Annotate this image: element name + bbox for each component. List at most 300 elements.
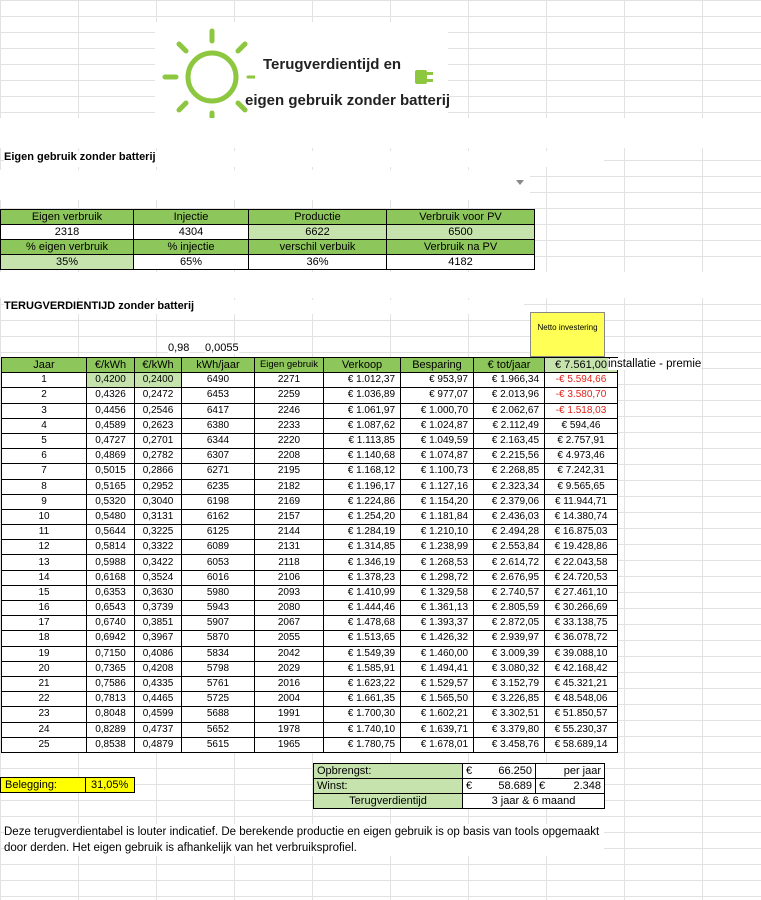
table-cell[interactable]: 0,3967 bbox=[135, 631, 182, 646]
table-cell[interactable]: 5725 bbox=[182, 692, 255, 707]
table-cell[interactable]: € 14.380,74 bbox=[545, 509, 618, 524]
table-cell[interactable]: 2067 bbox=[255, 616, 324, 631]
table-cell[interactable]: € 1.168,12 bbox=[324, 464, 401, 479]
table-cell[interactable]: 2029 bbox=[255, 661, 324, 676]
table-cell[interactable]: 0,8048 bbox=[87, 707, 135, 722]
table-cell[interactable]: 6307 bbox=[182, 449, 255, 464]
table-cell[interactable]: € 2.614,72 bbox=[474, 555, 545, 570]
table-cell[interactable]: 0,2546 bbox=[135, 403, 182, 418]
table-cell[interactable]: 0,4208 bbox=[135, 661, 182, 676]
table-cell[interactable]: 2042 bbox=[255, 646, 324, 661]
table-cell[interactable]: 2233 bbox=[255, 418, 324, 433]
table-cell[interactable]: 0,4599 bbox=[135, 707, 182, 722]
table-cell[interactable]: -€ 1.518,03 bbox=[545, 403, 618, 418]
table-cell[interactable]: 12 bbox=[2, 540, 87, 555]
table-cell[interactable]: 2016 bbox=[255, 676, 324, 691]
table-cell[interactable]: 2259 bbox=[255, 388, 324, 403]
table-cell[interactable]: 6271 bbox=[182, 464, 255, 479]
table-cell[interactable]: 0,3524 bbox=[135, 570, 182, 585]
table-cell[interactable]: € 3.458,76 bbox=[474, 737, 545, 752]
table-cell[interactable]: 0,5165 bbox=[87, 479, 135, 494]
table-row bbox=[2, 373, 618, 388]
table-cell[interactable]: € 1.210,10 bbox=[401, 525, 474, 540]
table-cell[interactable]: € 2.062,67 bbox=[474, 403, 545, 418]
table-cell[interactable]: € 36.078,72 bbox=[545, 631, 618, 646]
table-cell[interactable]: 2220 bbox=[255, 433, 324, 448]
table-cell[interactable]: € 1.061,97 bbox=[324, 403, 401, 418]
col-kwh-jaar: kWh/jaar bbox=[182, 358, 255, 373]
table-row bbox=[2, 616, 618, 631]
table-cell[interactable]: 0,6353 bbox=[87, 585, 135, 600]
winst-currency: € bbox=[463, 779, 480, 794]
table-cell[interactable]: 0,5644 bbox=[87, 525, 135, 540]
table-cell[interactable]: 2157 bbox=[255, 509, 324, 524]
header-pct-injectie: % injectie bbox=[134, 240, 249, 255]
payback-table bbox=[1, 357, 618, 753]
table-cell[interactable]: € 1.529,57 bbox=[401, 676, 474, 691]
table-cell[interactable]: € 55.230,37 bbox=[545, 722, 618, 737]
table-cell[interactable]: 5 bbox=[2, 433, 87, 448]
table-cell[interactable]: € 1.284,19 bbox=[324, 525, 401, 540]
table-row bbox=[2, 707, 618, 722]
table-cell[interactable]: € 1.678,01 bbox=[401, 737, 474, 752]
table-row bbox=[2, 555, 618, 570]
belegging-cell[interactable] bbox=[0, 777, 135, 793]
value-pct-eigen-verbruik[interactable]: 35% bbox=[1, 255, 134, 270]
winst-value-2: 2.348 bbox=[573, 780, 601, 792]
table-row bbox=[2, 418, 618, 433]
table-row bbox=[2, 631, 618, 646]
value-verbruik-na-pv[interactable]: 4182 bbox=[387, 255, 535, 270]
table-cell[interactable]: € 2.112,49 bbox=[474, 418, 545, 433]
table-cell[interactable]: 0,3131 bbox=[135, 509, 182, 524]
table-cell[interactable]: € 19.428,86 bbox=[545, 540, 618, 555]
table-cell[interactable]: € 2.163,45 bbox=[474, 433, 545, 448]
table-row bbox=[2, 737, 618, 752]
table-cell[interactable]: 6453 bbox=[182, 388, 255, 403]
table-cell[interactable]: 2004 bbox=[255, 692, 324, 707]
table-cell[interactable]: 0,4086 bbox=[135, 646, 182, 661]
table-cell[interactable]: € 3.152,79 bbox=[474, 676, 545, 691]
table-cell[interactable]: 6417 bbox=[182, 403, 255, 418]
table-row bbox=[2, 479, 618, 494]
table-cell[interactable]: € 30.266,69 bbox=[545, 601, 618, 616]
table-cell[interactable]: 25 bbox=[2, 737, 87, 752]
table-cell[interactable]: 3 bbox=[2, 403, 87, 418]
table-cell[interactable]: 8 bbox=[2, 479, 87, 494]
table-cell[interactable]: € 1.254,20 bbox=[324, 509, 401, 524]
table-cell[interactable]: 6053 bbox=[182, 555, 255, 570]
table-row bbox=[2, 494, 618, 509]
table-cell[interactable]: € 3.302,51 bbox=[474, 707, 545, 722]
table-row bbox=[2, 388, 618, 403]
table-cell[interactable]: € 1.196,17 bbox=[324, 479, 401, 494]
header-verbruik-na-pv: Verbruik na PV bbox=[387, 240, 535, 255]
table-cell[interactable]: 0,7813 bbox=[87, 692, 135, 707]
table-cell[interactable]: 5907 bbox=[182, 616, 255, 631]
table-cell[interactable]: 2131 bbox=[255, 540, 324, 555]
table-cell[interactable]: € 2.939,97 bbox=[474, 631, 545, 646]
table-cell[interactable]: -€ 3.580,70 bbox=[545, 388, 618, 403]
table-cell[interactable]: € 1.639,71 bbox=[401, 722, 474, 737]
table-cell[interactable]: € 1.074,87 bbox=[401, 449, 474, 464]
table-cell[interactable]: 0,5320 bbox=[87, 494, 135, 509]
table-cell[interactable]: € 58.689,14 bbox=[545, 737, 618, 752]
table-cell[interactable]: 2106 bbox=[255, 570, 324, 585]
table-cell[interactable]: 2169 bbox=[255, 494, 324, 509]
table-cell[interactable]: € 1.268,53 bbox=[401, 555, 474, 570]
chevron-down-icon[interactable] bbox=[516, 180, 524, 185]
results-table bbox=[313, 763, 605, 809]
param-1[interactable]: 0,98 bbox=[168, 342, 190, 354]
table-cell[interactable]: € 22.043,58 bbox=[545, 555, 618, 570]
table-cell[interactable]: € 1.298,72 bbox=[401, 570, 474, 585]
table-cell[interactable]: € 594,46 bbox=[545, 418, 618, 433]
table-cell[interactable]: € 3.080,32 bbox=[474, 661, 545, 676]
table-cell[interactable]: 2080 bbox=[255, 601, 324, 616]
table-cell[interactable]: 5761 bbox=[182, 676, 255, 691]
table-row bbox=[2, 540, 618, 555]
table-cell[interactable]: 0,6740 bbox=[87, 616, 135, 631]
table-cell[interactable]: 16 bbox=[2, 601, 87, 616]
table-cell[interactable]: € 1.966,34 bbox=[474, 373, 545, 388]
table-cell[interactable]: 2246 bbox=[255, 403, 324, 418]
table-cell[interactable]: 14 bbox=[2, 570, 87, 585]
table-header-row bbox=[2, 358, 618, 373]
table-cell[interactable]: € 1.049,59 bbox=[401, 433, 474, 448]
value-productie[interactable]: 6622 bbox=[249, 225, 387, 240]
table-cell[interactable]: 0,3851 bbox=[135, 616, 182, 631]
table-cell[interactable]: 18 bbox=[2, 631, 87, 646]
table-cell[interactable]: € 1.426,32 bbox=[401, 631, 474, 646]
opbrengst-unit: per jaar bbox=[536, 764, 605, 779]
table-cell[interactable]: 0,2701 bbox=[135, 433, 182, 448]
value-eigen-verbruik[interactable]: 2318 bbox=[1, 225, 134, 240]
table-row bbox=[2, 585, 618, 600]
table-cell[interactable]: 6344 bbox=[182, 433, 255, 448]
table-cell[interactable]: 0,2400 bbox=[135, 373, 182, 388]
terugverdientijd-label: Terugverdientijd bbox=[314, 794, 463, 809]
value-verbruik-voor-pv[interactable]: 6500 bbox=[387, 225, 535, 240]
table-cell[interactable]: 0,4869 bbox=[87, 449, 135, 464]
table-cell[interactable]: € 7.242,31 bbox=[545, 464, 618, 479]
table-cell[interactable]: € 1.460,00 bbox=[401, 646, 474, 661]
table-cell[interactable]: 6 bbox=[2, 449, 87, 464]
table-cell[interactable]: 0,2866 bbox=[135, 464, 182, 479]
table-cell[interactable]: 0,3630 bbox=[135, 585, 182, 600]
table-cell[interactable]: € 9.565,65 bbox=[545, 479, 618, 494]
table-cell[interactable]: € 2.494,28 bbox=[474, 525, 545, 540]
table-cell[interactable]: € 2.215,56 bbox=[474, 449, 545, 464]
table-cell[interactable]: 24 bbox=[2, 722, 87, 737]
table-cell[interactable]: € 51.850,57 bbox=[545, 707, 618, 722]
table-row bbox=[2, 722, 618, 737]
table-cell[interactable]: 2271 bbox=[255, 373, 324, 388]
table-cell[interactable]: 0,4727 bbox=[87, 433, 135, 448]
header-eigen-verbruik: Eigen verbruik bbox=[1, 210, 134, 225]
opbrengst-currency: € bbox=[463, 764, 480, 779]
table-cell[interactable]: 0,4465 bbox=[135, 692, 182, 707]
col-eigen-gebruik: Eigen gebruik bbox=[255, 358, 324, 373]
table-cell[interactable]: 0,3739 bbox=[135, 601, 182, 616]
table-cell[interactable]: € 16.875,03 bbox=[545, 525, 618, 540]
table-cell[interactable]: 0,4737 bbox=[135, 722, 182, 737]
table-cell[interactable]: € 2.553,84 bbox=[474, 540, 545, 555]
table-cell[interactable]: 6016 bbox=[182, 570, 255, 585]
header-productie: Productie bbox=[249, 210, 387, 225]
table-cell[interactable]: 0,4200 bbox=[87, 373, 135, 388]
table-cell[interactable]: 5652 bbox=[182, 722, 255, 737]
table-cell[interactable]: € 1.329,58 bbox=[401, 585, 474, 600]
winst-value[interactable]: 58.689 bbox=[479, 779, 536, 794]
table-cell[interactable]: € 27.461,10 bbox=[545, 585, 618, 600]
table-cell[interactable]: 5943 bbox=[182, 601, 255, 616]
table-cell[interactable]: 0,3225 bbox=[135, 525, 182, 540]
table-cell[interactable]: 6125 bbox=[182, 525, 255, 540]
table-cell[interactable]: € 3.226,85 bbox=[474, 692, 545, 707]
table-cell[interactable]: € 3.379,80 bbox=[474, 722, 545, 737]
table-cell[interactable]: € 33.138,75 bbox=[545, 616, 618, 631]
table-cell[interactable]: € 1.100,73 bbox=[401, 464, 474, 479]
table-cell[interactable]: 11 bbox=[2, 525, 87, 540]
col-jaar: Jaar bbox=[2, 358, 87, 373]
table-cell[interactable]: 1 bbox=[2, 373, 87, 388]
table-cell[interactable]: 6198 bbox=[182, 494, 255, 509]
terugverdientijd-value[interactable]: 3 jaar & 6 maand bbox=[463, 794, 605, 809]
table-cell[interactable]: 6162 bbox=[182, 509, 255, 524]
netto-investering-cell[interactable]: Netto investering bbox=[530, 312, 605, 357]
table-cell[interactable]: 2055 bbox=[255, 631, 324, 646]
table-cell[interactable]: 10 bbox=[2, 509, 87, 524]
table-row bbox=[2, 646, 618, 661]
header-pct-eigen-verbruik: % eigen verbruik bbox=[1, 240, 134, 255]
belegging-label: Belegging: bbox=[5, 779, 57, 791]
table-cell[interactable]: -€ 5.594,66 bbox=[545, 373, 618, 388]
logo-title-line1: Terugverdientijd en bbox=[263, 56, 402, 73]
table-cell[interactable]: € 42.168,42 bbox=[545, 661, 618, 676]
table-cell[interactable]: € 2.323,34 bbox=[474, 479, 545, 494]
table-cell[interactable]: 4 bbox=[2, 418, 87, 433]
table-cell[interactable]: € 39.088,10 bbox=[545, 646, 618, 661]
table-cell[interactable]: 0,3040 bbox=[135, 494, 182, 509]
table-cell[interactable]: € 1.661,35 bbox=[324, 692, 401, 707]
table-row bbox=[2, 433, 618, 448]
header-verbruik-voor-pv: Verbruik voor PV bbox=[387, 210, 535, 225]
table-cell[interactable]: 0,5988 bbox=[87, 555, 135, 570]
table-cell[interactable]: 6089 bbox=[182, 540, 255, 555]
table-cell[interactable]: 2 bbox=[2, 388, 87, 403]
table-cell[interactable]: 2195 bbox=[255, 464, 324, 479]
table-cell[interactable]: € 1.181,84 bbox=[401, 509, 474, 524]
table-cell[interactable]: 0,4326 bbox=[87, 388, 135, 403]
table-cell[interactable]: 1978 bbox=[255, 722, 324, 737]
table-cell[interactable]: € 1.012,37 bbox=[324, 373, 401, 388]
table-cell[interactable]: 6490 bbox=[182, 373, 255, 388]
table-cell[interactable]: 23 bbox=[2, 707, 87, 722]
table-cell[interactable]: € 4.973,46 bbox=[545, 449, 618, 464]
table-cell[interactable]: 0,4589 bbox=[87, 418, 135, 433]
table-row bbox=[2, 403, 618, 418]
table-cell[interactable]: 5798 bbox=[182, 661, 255, 676]
table-cell[interactable]: € 1.700,30 bbox=[324, 707, 401, 722]
table-row bbox=[2, 449, 618, 464]
table-cell[interactable]: € 1.346,19 bbox=[324, 555, 401, 570]
table-cell[interactable]: € 1.087,62 bbox=[324, 418, 401, 433]
table-cell[interactable]: 6235 bbox=[182, 479, 255, 494]
table-cell[interactable]: € 1.623,22 bbox=[324, 676, 401, 691]
table-cell[interactable]: 0,4456 bbox=[87, 403, 135, 418]
table-cell[interactable]: € 2.268,85 bbox=[474, 464, 545, 479]
table-cell[interactable]: 20 bbox=[2, 661, 87, 676]
table-cell[interactable]: 15 bbox=[2, 585, 87, 600]
table-row bbox=[2, 464, 618, 479]
table-cell[interactable]: 21 bbox=[2, 676, 87, 691]
table-cell[interactable]: € 2.379,06 bbox=[474, 494, 545, 509]
table-cell[interactable]: € 1.602,21 bbox=[401, 707, 474, 722]
table-cell[interactable]: 5834 bbox=[182, 646, 255, 661]
table-cell[interactable]: 0,6168 bbox=[87, 570, 135, 585]
table-cell[interactable]: € 1.154,20 bbox=[401, 494, 474, 509]
table-cell[interactable]: € 977,07 bbox=[401, 388, 474, 403]
table-cell[interactable]: 9 bbox=[2, 494, 87, 509]
opbrengst-value[interactable]: 66.250 bbox=[479, 764, 536, 779]
table-cell[interactable]: € 1.393,37 bbox=[401, 616, 474, 631]
table-cell[interactable]: € 1.127,16 bbox=[401, 479, 474, 494]
dropdown-cell[interactable] bbox=[0, 170, 530, 200]
table-row bbox=[2, 525, 618, 540]
table-cell[interactable]: € 1.113,85 bbox=[324, 433, 401, 448]
table-cell[interactable]: 0,8538 bbox=[87, 737, 135, 752]
table-cell[interactable]: € 24.720,53 bbox=[545, 570, 618, 585]
table-cell[interactable]: € 1.224,86 bbox=[324, 494, 401, 509]
col-verkoop: Verkoop bbox=[324, 358, 401, 373]
table-cell[interactable]: 0,4879 bbox=[135, 737, 182, 752]
table-cell[interactable]: 0,2472 bbox=[135, 388, 182, 403]
table-cell[interactable]: € 2.436,03 bbox=[474, 509, 545, 524]
table-cell[interactable]: € 2.805,59 bbox=[474, 601, 545, 616]
table-cell[interactable]: 0,5480 bbox=[87, 509, 135, 524]
table-cell[interactable]: € 1.000,70 bbox=[401, 403, 474, 418]
table-cell[interactable]: 2093 bbox=[255, 585, 324, 600]
table-cell[interactable]: € 1.494,41 bbox=[401, 661, 474, 676]
value-pct-injectie[interactable]: 65% bbox=[134, 255, 249, 270]
table-cell[interactable]: 2118 bbox=[255, 555, 324, 570]
table-cell[interactable]: 5870 bbox=[182, 631, 255, 646]
param-2[interactable]: 0,0055 bbox=[205, 342, 239, 354]
table-cell[interactable]: € 1.140,68 bbox=[324, 449, 401, 464]
table-cell[interactable]: € 11.944,71 bbox=[545, 494, 618, 509]
table-cell[interactable]: € 1.361,13 bbox=[401, 601, 474, 616]
table-cell[interactable]: € 953,97 bbox=[401, 373, 474, 388]
table-cell[interactable]: 2208 bbox=[255, 449, 324, 464]
table-cell[interactable]: 0,3422 bbox=[135, 555, 182, 570]
table-cell[interactable]: 0,3322 bbox=[135, 540, 182, 555]
table-cell[interactable]: 0,6942 bbox=[87, 631, 135, 646]
table-cell[interactable]: € 1.410,99 bbox=[324, 585, 401, 600]
header-verschil-verbuik: verschil verbuik bbox=[249, 240, 387, 255]
table-cell[interactable]: € 1.780,75 bbox=[324, 737, 401, 752]
spacer bbox=[0, 272, 761, 298]
table-cell[interactable]: 0,2952 bbox=[135, 479, 182, 494]
table-cell[interactable]: 0,7150 bbox=[87, 646, 135, 661]
table-cell[interactable]: 0,2782 bbox=[135, 449, 182, 464]
table-cell[interactable]: 0,5015 bbox=[87, 464, 135, 479]
table-cell[interactable]: 5980 bbox=[182, 585, 255, 600]
col-netto-investering[interactable]: € 7.561,00 bbox=[545, 358, 618, 373]
table-cell[interactable]: € 1.740,10 bbox=[324, 722, 401, 737]
value-verschil-verbuik[interactable]: 36% bbox=[249, 255, 387, 270]
table-row bbox=[2, 509, 618, 524]
table-cell[interactable]: € 2.872,05 bbox=[474, 616, 545, 631]
col-eur-kwh-1: €/kWh bbox=[87, 358, 135, 373]
table-cell[interactable]: € 1.585,91 bbox=[324, 661, 401, 676]
table-cell[interactable]: 6380 bbox=[182, 418, 255, 433]
winst-value-2-cell[interactable] bbox=[536, 779, 605, 794]
table-cell[interactable]: € 3.009,39 bbox=[474, 646, 545, 661]
disclaimer-note: Deze terugverdientabel is louter indicatief. De berekende productie en eigen gebruik is op basis van tools opgemaakt door derden. Het eigen gebruik is afhankelijk van het verbruiksprofiel. bbox=[4, 824, 604, 856]
table-cell[interactable]: 0,8289 bbox=[87, 722, 135, 737]
table-cell[interactable]: 0,7365 bbox=[87, 661, 135, 676]
table-cell[interactable]: 7 bbox=[2, 464, 87, 479]
table-cell[interactable]: 0,7586 bbox=[87, 676, 135, 691]
table-cell[interactable]: 17 bbox=[2, 616, 87, 631]
table-cell[interactable]: 2144 bbox=[255, 525, 324, 540]
table-cell[interactable]: 2182 bbox=[255, 479, 324, 494]
col-eur-tot-jaar: € tot/jaar bbox=[474, 358, 545, 373]
table-cell[interactable]: € 1.549,39 bbox=[324, 646, 401, 661]
section-title-terugverdientijd: TERUGVERDIENTIJD zonder batterij bbox=[4, 300, 524, 314]
table-cell[interactable]: € 1.513,65 bbox=[324, 631, 401, 646]
table-cell[interactable]: € 1.036,89 bbox=[324, 388, 401, 403]
table-cell[interactable]: 0,5814 bbox=[87, 540, 135, 555]
header-injectie: Injectie bbox=[134, 210, 249, 225]
table-cell[interactable]: € 1.478,68 bbox=[324, 616, 401, 631]
col-besparing: Besparing bbox=[401, 358, 474, 373]
table-cell[interactable]: 22 bbox=[2, 692, 87, 707]
table-cell[interactable]: € 45.321,21 bbox=[545, 676, 618, 691]
table-cell[interactable]: € 2.757,91 bbox=[545, 433, 618, 448]
table-cell[interactable]: € 1.238,99 bbox=[401, 540, 474, 555]
table-cell[interactable]: € 1.565,50 bbox=[401, 692, 474, 707]
table-cell[interactable]: € 1.378,23 bbox=[324, 570, 401, 585]
table-cell[interactable]: 19 bbox=[2, 646, 87, 661]
table-cell[interactable]: € 2.740,57 bbox=[474, 585, 545, 600]
table-cell[interactable]: € 1.444,46 bbox=[324, 601, 401, 616]
table-cell[interactable]: 0,4335 bbox=[135, 676, 182, 691]
table-row bbox=[2, 661, 618, 676]
table-cell[interactable]: 1991 bbox=[255, 707, 324, 722]
table-cell[interactable]: € 2.013,96 bbox=[474, 388, 545, 403]
table-cell[interactable]: 13 bbox=[2, 555, 87, 570]
table-row bbox=[2, 601, 618, 616]
logo-title-line2: eigen gebruik zonder batterij bbox=[245, 92, 451, 109]
value-injectie[interactable]: 4304 bbox=[134, 225, 249, 240]
table-cell[interactable]: 5615 bbox=[182, 737, 255, 752]
table-cell[interactable]: 0,2623 bbox=[135, 418, 182, 433]
col-eur-kwh-2: €/kWh bbox=[135, 358, 182, 373]
table-cell[interactable]: 5688 bbox=[182, 707, 255, 722]
table-cell[interactable]: 0,6543 bbox=[87, 601, 135, 616]
section-title-eigen-gebruik: Eigen gebruik zonder batterij bbox=[4, 151, 604, 167]
table-cell[interactable]: € 1.314,85 bbox=[324, 540, 401, 555]
table-row bbox=[2, 676, 618, 691]
table-cell[interactable]: € 1.024,87 bbox=[401, 418, 474, 433]
table-cell[interactable]: € 48.548,06 bbox=[545, 692, 618, 707]
table-cell[interactable]: 1965 bbox=[255, 737, 324, 752]
belegging-value: 31,05% bbox=[85, 778, 128, 792]
table-cell[interactable]: € 2.676,95 bbox=[474, 570, 545, 585]
side-label-installatie-premie: installatie - premie bbox=[608, 358, 702, 370]
